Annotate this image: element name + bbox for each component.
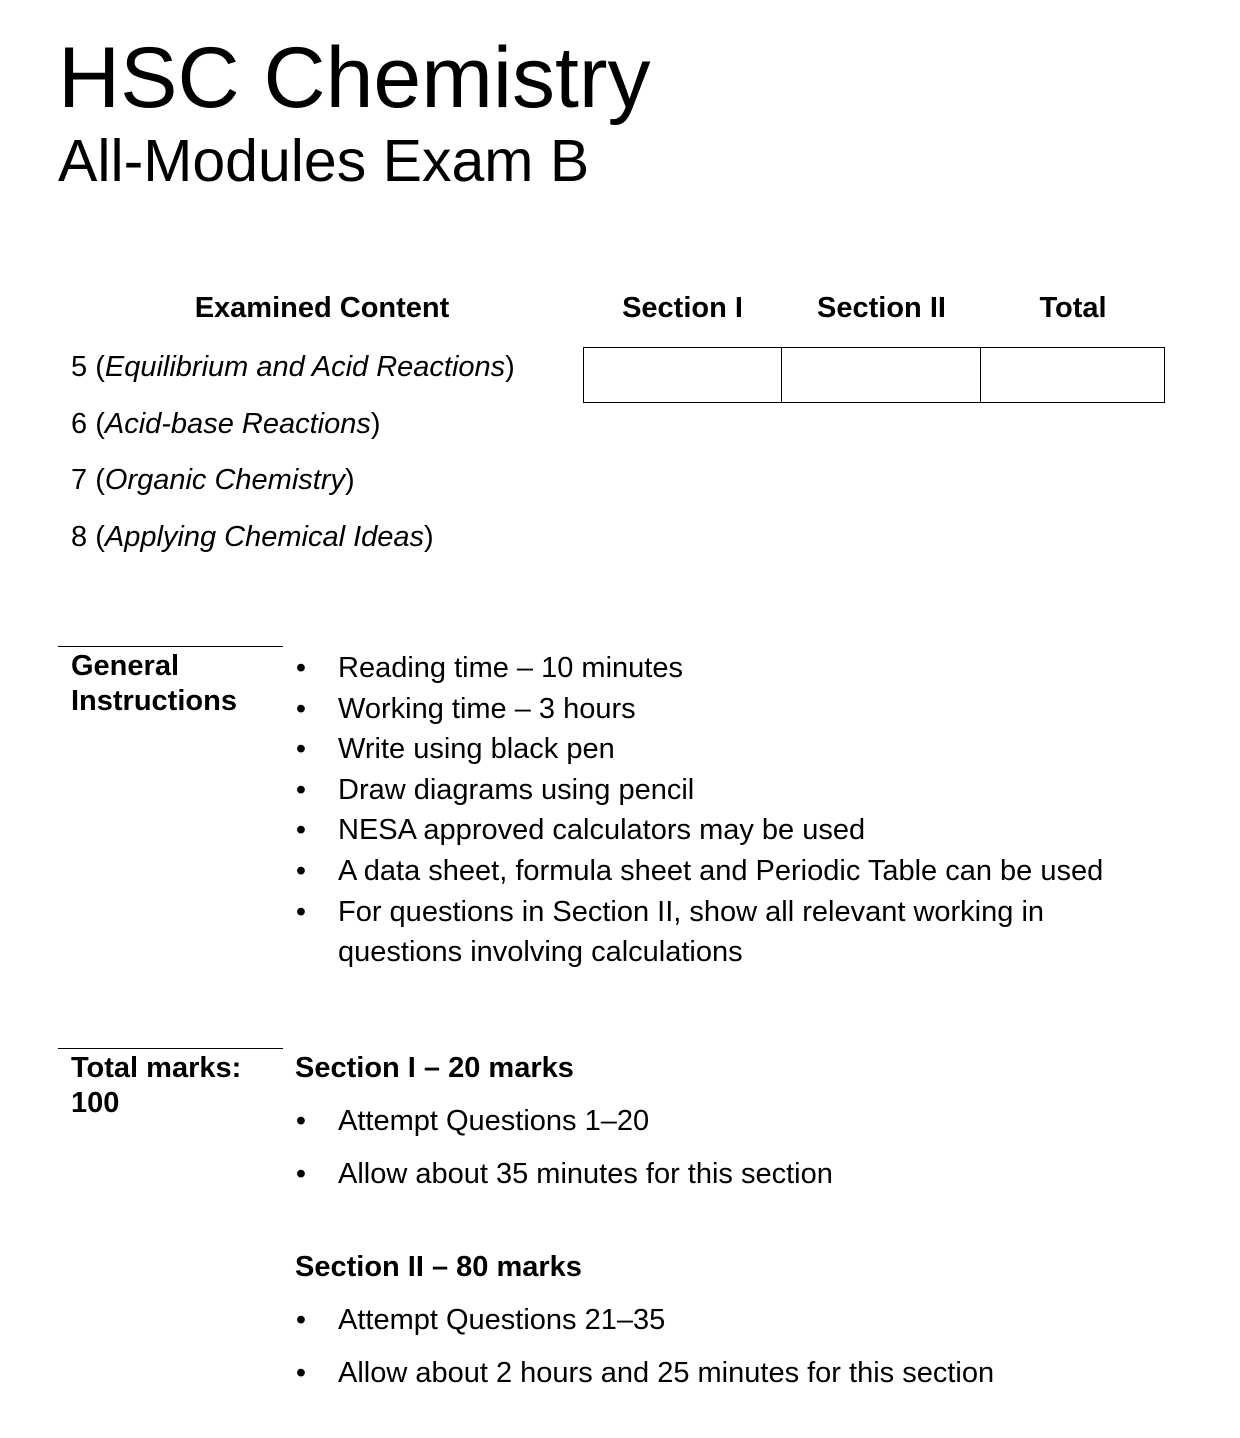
bullet-icon: • — [295, 895, 307, 928]
bullet-icon: • — [295, 854, 307, 887]
bullet-icon: • — [295, 1357, 307, 1389]
bullet-icon: • — [295, 773, 307, 806]
general-instructions-label: General Instructions — [71, 650, 237, 717]
exam-title: HSC Chemistry — [58, 30, 651, 126]
list-item: • Working time – 3 hours — [295, 689, 1125, 730]
section-2-score-box[interactable] — [781, 347, 982, 403]
list-item: • Reading time – 10 minutes — [295, 648, 1125, 689]
module-name: Equilibrium and Acid Reactions — [104, 351, 506, 383]
module-name: Organic Chemistry — [104, 464, 345, 496]
exam-subtitle: All-Modules Exam B — [58, 128, 590, 194]
section-2-heading: Section II – 80 marks — [295, 1251, 582, 1283]
section-1-score-box[interactable] — [583, 347, 783, 403]
module-item: 8 (Applying Chemical Ideas) — [71, 521, 434, 553]
bullet-icon: • — [295, 1158, 307, 1190]
section-1-list — [295, 1103, 1125, 1209]
module-name: Acid-base Reactions — [104, 408, 371, 440]
bullet-icon: • — [295, 733, 307, 766]
total-marks-label: Total marks: 100 — [71, 1052, 242, 1119]
list-item: • Write using black pen — [295, 729, 1125, 770]
list-item: • Attempt Questions 21–35 — [295, 1304, 666, 1336]
general-instructions-list — [295, 648, 1125, 973]
list-item: • A data sheet, formula sheet and Periodic Table can be used — [295, 851, 1125, 892]
module-number: 5 — [71, 351, 88, 383]
module-item: 7 (Organic Chemistry) — [71, 464, 355, 496]
list-item: • For questions in Section II, show all relevant working in questions involving calculations — [295, 892, 1125, 973]
marks-divider — [58, 1048, 283, 1049]
section-2-list — [295, 1302, 1125, 1408]
bullet-icon: • — [295, 692, 307, 725]
list-item: • Attempt Questions 1–20 — [295, 1105, 650, 1137]
module-number: 8 — [71, 521, 88, 553]
section-1-header: Section I — [622, 292, 743, 324]
examined-content-header: Examined Content — [194, 292, 450, 324]
section-1-heading: Section I – 20 marks — [295, 1052, 574, 1084]
module-item: 6 (Acid-base Reactions) — [71, 408, 381, 440]
bullet-icon: • — [295, 1105, 307, 1137]
list-item: • Draw diagrams using pencil — [295, 770, 1125, 811]
list-item: • NESA approved calculators may be used — [295, 810, 1125, 851]
instructions-divider — [58, 646, 283, 647]
module-name: Applying Chemical Ideas — [104, 521, 425, 553]
list-item: • Allow about 2 hours and 25 minutes for this section — [295, 1357, 995, 1389]
module-number: 6 — [71, 408, 88, 440]
total-header: Total — [1039, 292, 1107, 324]
module-item: 5 (Equilibrium and Acid Reactions) — [71, 351, 515, 383]
bullet-icon: • — [295, 814, 307, 847]
bullet-icon: • — [295, 1304, 307, 1336]
module-number: 7 — [71, 464, 88, 496]
section-2-header: Section II — [817, 292, 946, 324]
total-score-box[interactable] — [980, 347, 1165, 403]
bullet-icon: • — [295, 652, 307, 684]
list-item: • Allow about 35 minutes for this section — [295, 1158, 833, 1190]
